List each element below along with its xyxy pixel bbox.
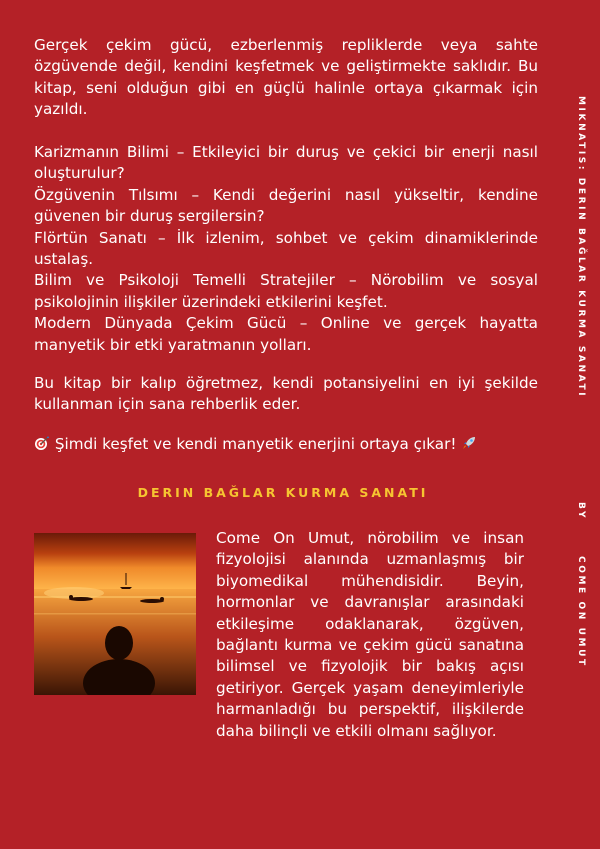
closing-paragraph (34, 373, 538, 416)
spine-author: COME ON UMUT (576, 556, 586, 668)
feature-list (34, 142, 538, 356)
author-bio (216, 528, 524, 742)
call-to-action (34, 434, 538, 455)
feature-item: Özgüvenin Tılsımı – Kendi değerini nasıl yükseltir, kendine güvenen bir duruş sergilersin? (34, 185, 538, 226)
author-photo (34, 533, 196, 695)
feature-item: Karizmanın Bilimi – Etkileyici bir duruş ve çekici bir enerji nasıl oluşturulur? (34, 143, 538, 183)
cta-text: Şimdi keşfet ve kendi manyetik enerjini ortaya çıkar! (54, 435, 457, 453)
rocket-icon (461, 435, 477, 453)
feature-item: Modern Dünyada Çekim Gücü – Online ve gerçek hayatta manyetik bir etki yaratmanın yolları. (34, 314, 538, 354)
spine-by: BY (576, 502, 586, 521)
author-bio-text: Come On Umut, nörobilim ve insan fizyolojisi alanında uzmanlaşmış bir biyomedikal mühendisidir. Beyin, hormonlar ve davranışlar arasındaki etkileşime odaklanarak, özgüven, bağlantı kurma ve çekim gücü sanatına bilimsel ve fizyolojik bir bakış açısı getiriyor. Gerçek yaşam deneyimleriyle harmanladığı bu perspektif, ilişkilerde daha bilinçli ve etkili olmanı sağlıyor. (216, 529, 524, 740)
target-icon (34, 435, 55, 453)
section-heading: DERIN BAĞLAR KURMA SANATI (137, 485, 429, 500)
spine-title: MIKNATIS: DERIN BAĞLAR KURMA SANATI (576, 96, 586, 399)
closing-text: Bu kitap bir kalıp öğretmez, kendi potansiyelini en iyi şekilde kullanman için sana rehberlik eder. (34, 374, 538, 414)
feature-item: Flörtün Sanatı – İlk izlenim, sohbet ve çekim dinamiklerinde ustalaş. (34, 228, 538, 269)
intro-text: Gerçek çekim gücü, ezberlenmiş repliklerde veya sahte özgüvende değil, kendini keşfetmek ve geliştirmekte saklıdır. Bu kitap, seni olduğun gibi en güçlü halinle ortaya çıkarmak için yazıldı. (34, 36, 538, 119)
feature-item: Bilim ve Psikoloji Temelli Stratejiler – Nörobilim ve sosyal psikolojinin ilişkiler üzerindeki etkilerini keşfet. (34, 271, 538, 311)
intro-paragraph (34, 35, 538, 121)
